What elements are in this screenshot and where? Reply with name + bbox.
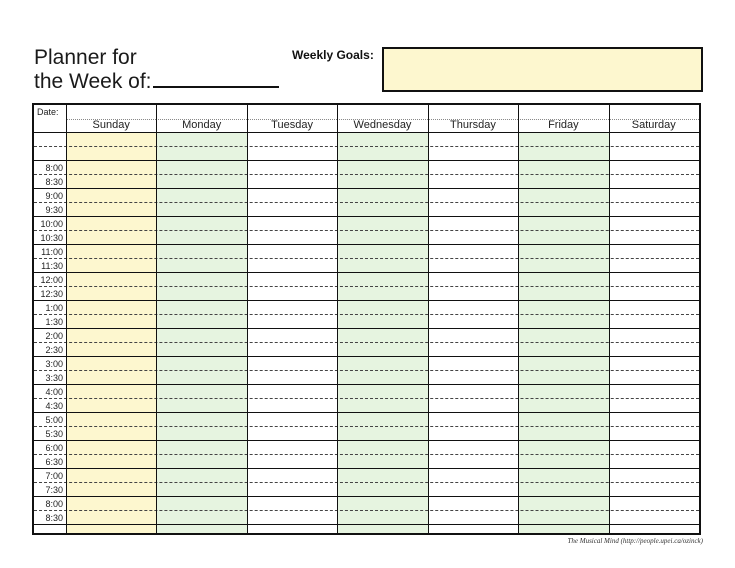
- day-header-thursday: [428, 105, 518, 133]
- week-of-blank-line: [153, 86, 279, 88]
- day-header-friday: [518, 105, 608, 133]
- time-label: 10:00: [40, 219, 63, 229]
- day-header-sunday: [66, 105, 156, 133]
- time-label: 7:30: [45, 485, 63, 495]
- time-row: [34, 525, 699, 535]
- date-label: Date:: [37, 107, 59, 117]
- time-row: [34, 343, 699, 357]
- day-header-monday: [156, 105, 246, 133]
- column-divider: [247, 105, 248, 533]
- time-row: [34, 217, 699, 231]
- time-label: 8:30: [45, 513, 63, 523]
- time-label: 5:00: [45, 415, 63, 425]
- time-row: [34, 427, 699, 441]
- column-divider: [609, 105, 610, 533]
- time-row: [34, 301, 699, 315]
- time-row: [34, 497, 699, 511]
- weekly-goals-label: Weekly Goals:: [292, 48, 374, 62]
- time-label: 2:30: [45, 345, 63, 355]
- time-row: [34, 483, 699, 497]
- time-row: [34, 511, 699, 525]
- time-row: [34, 315, 699, 329]
- time-row: [34, 245, 699, 259]
- time-label: 12:30: [40, 289, 63, 299]
- time-row: [34, 357, 699, 371]
- time-label: 4:00: [45, 387, 63, 397]
- credit-line: The Musical Mind (http://people.upei.ca/ozinck): [567, 537, 703, 545]
- time-row: [34, 399, 699, 413]
- time-label: 7:00: [45, 471, 63, 481]
- time-label: 8:00: [45, 499, 63, 509]
- time-label: 1:30: [45, 317, 63, 327]
- time-label: 3:00: [45, 359, 63, 369]
- day-header-wednesday: [337, 105, 427, 133]
- time-row: [34, 455, 699, 469]
- time-label: 9:30: [45, 205, 63, 215]
- time-label: 1:00: [45, 303, 63, 313]
- day-name: Friday: [548, 119, 579, 131]
- day-name: Monday: [182, 119, 222, 131]
- time-label: 2:00: [45, 331, 63, 341]
- time-label: 8:30: [45, 177, 63, 187]
- time-row: [34, 133, 699, 147]
- column-divider: [518, 105, 519, 533]
- time-label: 3:30: [45, 373, 63, 383]
- time-label: 11:30: [41, 261, 63, 271]
- column-divider: [337, 105, 338, 533]
- time-row: [34, 329, 699, 343]
- day-name: Wednesday: [353, 119, 412, 131]
- time-row: [34, 161, 699, 175]
- day-name: Tuesday: [271, 119, 313, 131]
- title-line-2: the Week of:: [34, 70, 152, 93]
- column-divider: [66, 105, 67, 533]
- time-row: [34, 175, 699, 189]
- weekly-schedule-grid: [32, 103, 701, 535]
- time-row: [34, 189, 699, 203]
- weekly-goals-field[interactable]: [382, 47, 703, 92]
- time-row: [34, 259, 699, 273]
- time-label: 11:00: [41, 247, 63, 257]
- time-label: 8:00: [45, 163, 63, 173]
- time-row: [34, 287, 699, 301]
- time-label: 6:00: [45, 443, 63, 453]
- day-name: Thursday: [449, 119, 496, 131]
- time-row: [34, 147, 699, 161]
- time-row: [34, 371, 699, 385]
- day-header-tuesday: [247, 105, 337, 133]
- date-header-cell: [34, 105, 66, 133]
- day-header-saturday: [609, 105, 699, 133]
- time-row: [34, 231, 699, 245]
- time-label: 9:00: [45, 191, 63, 201]
- time-label: 6:30: [45, 457, 63, 467]
- time-label: 12:00: [40, 275, 63, 285]
- time-row: [34, 413, 699, 427]
- column-divider: [156, 105, 157, 533]
- day-name: Saturday: [631, 119, 676, 131]
- time-label: 4:30: [45, 401, 63, 411]
- time-row: [34, 385, 699, 399]
- time-row: [34, 203, 699, 217]
- time-row: [34, 469, 699, 483]
- time-row: [34, 441, 699, 455]
- column-divider: [428, 105, 429, 533]
- planner-title: [34, 46, 279, 94]
- time-label: 5:30: [45, 429, 63, 439]
- day-name: Sunday: [92, 119, 130, 131]
- time-row: [34, 273, 699, 287]
- time-label: 10:30: [40, 233, 63, 243]
- title-line-1: Planner for: [34, 46, 137, 69]
